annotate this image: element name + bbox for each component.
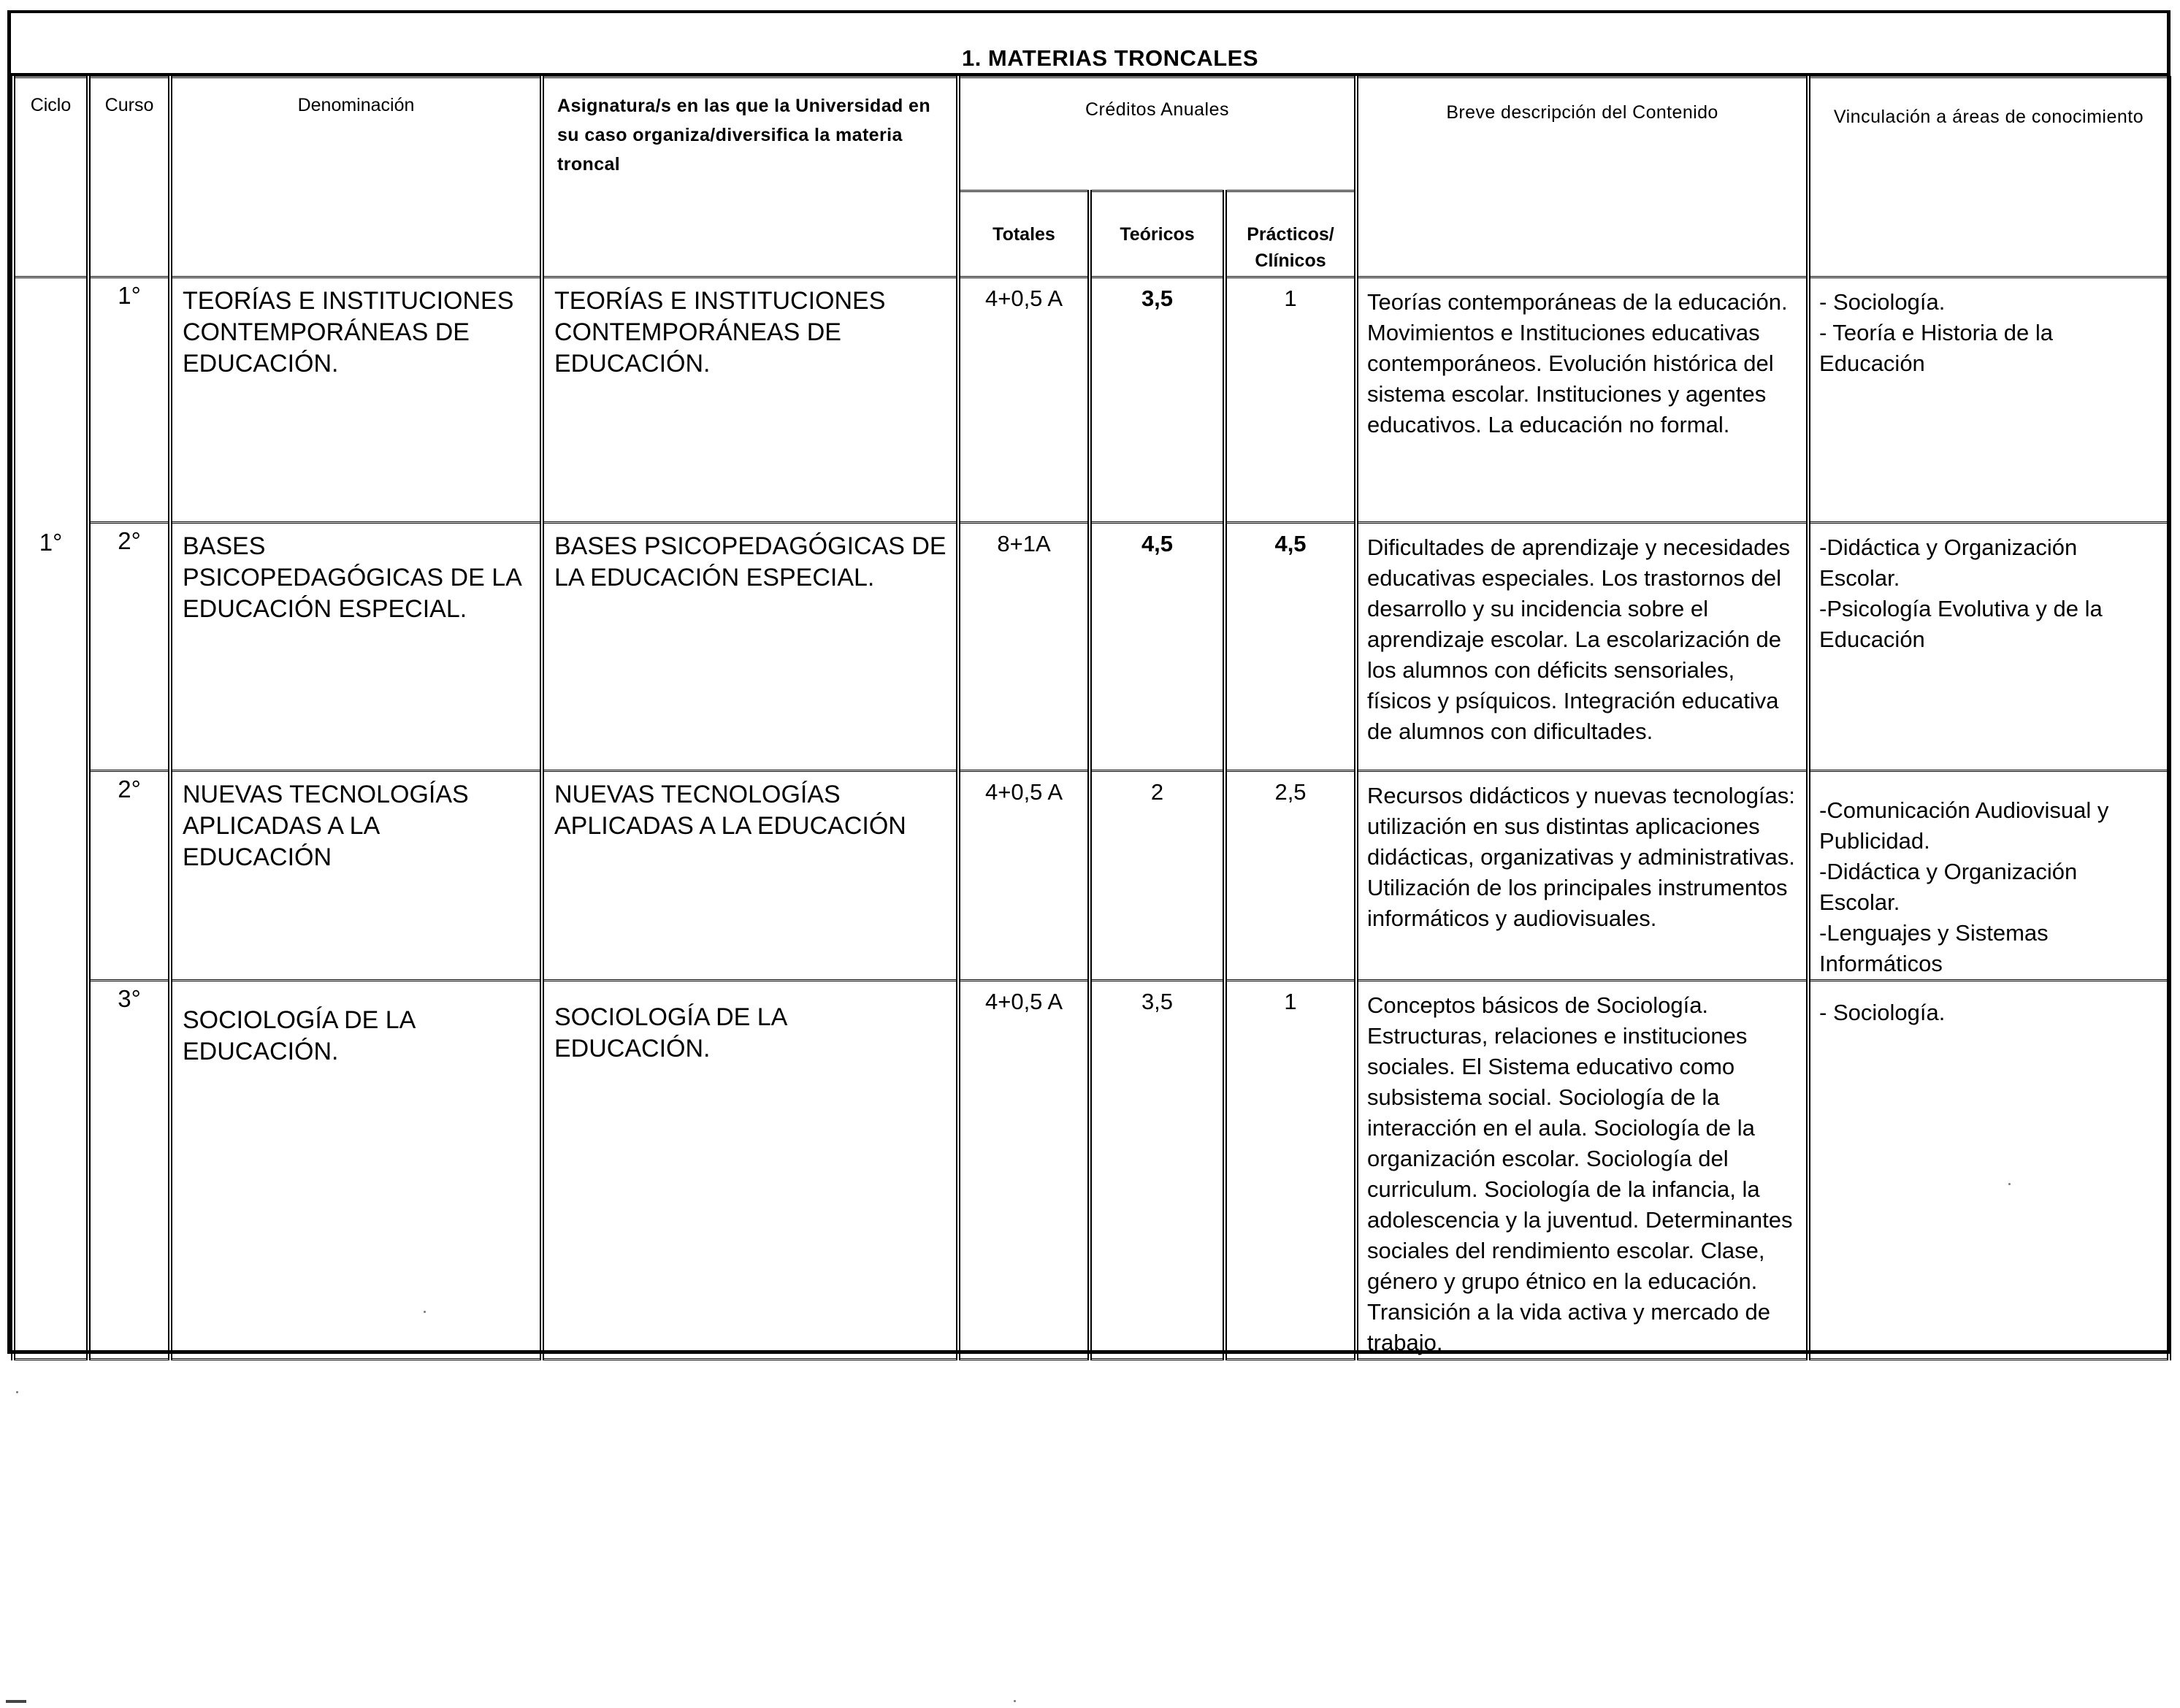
- title-bar: [11, 13, 2167, 76]
- cell-practicos: 1: [1225, 277, 1356, 523]
- cell-curso: 1°: [88, 277, 170, 523]
- cell-areas: [1808, 981, 2169, 1360]
- table-row: [13, 981, 2169, 1360]
- header-vinculacion: Vinculación a áreas de conocimiento: [1808, 77, 2169, 277]
- area-item: - Sociología.: [1819, 1000, 1946, 1025]
- cell-denominacion: TEORÍAS E INSTITUCIONES CONTEMPORÁNEAS DE EDUCACIÓN.: [170, 277, 542, 523]
- cell-descripcion: Recursos didácticos y nuevas tecnologías: utilización en sus distintas aplicaciones didácticas, organizativas y administrativas. Utilización de los principales instrumentos informáticos y audiovisuales.: [1356, 771, 1808, 981]
- cell-practicos: 2,5: [1225, 771, 1356, 981]
- cell-teoricos: 2: [1090, 771, 1225, 981]
- scan-speck: [16, 1391, 18, 1393]
- header-ciclo: Ciclo: [13, 77, 88, 277]
- table-row: [13, 771, 2169, 981]
- header-denominacion: Denominación: [170, 77, 542, 277]
- cell-ciclo: 1°: [13, 277, 88, 1360]
- cell-teoricos: 3,5: [1090, 277, 1225, 523]
- header-teoricos: Teóricos: [1090, 191, 1225, 277]
- cell-denominacion: BASES PSICOPEDAGÓGICAS DE LA EDUCACIÓN ESPECIAL.: [170, 523, 542, 771]
- table-title: 1. MATERIAS TRONCALES: [961, 45, 1259, 71]
- header-breve-descripcion: Breve descripción del Contenido: [1356, 77, 1808, 277]
- area-item: -Psicología Evolutiva y de la Educación: [1819, 596, 2103, 652]
- cell-practicos: 1: [1225, 981, 1356, 1360]
- cell-areas: [1808, 277, 2169, 523]
- area-item: - Sociología.: [1819, 289, 1946, 315]
- cell-descripcion: Dificultades de aprendizaje y necesidades educativas especiales. Los trastornos del desarrollo y su incidencia sobre el aprendizaje escolar. La escolarización de los alumnos con déficits sensoriales, físicos y psíquicos. Integración educativa de alumnos con dificultades.: [1356, 523, 1808, 771]
- cell-descripcion: Conceptos básicos de Sociología. Estructuras, relaciones e instituciones sociales. El Sistema educativo como subsistema social. Sociología de la interacción en el aula. Sociología de la organización escolar. Sociología del curriculum. Sociología de la infancia, la adolescencia y la juventud. Determinantes sociales del rendimiento escolar. Clase, género y grupo étnico en la educación. Transición a la vida activa y mercado de trabajo.: [1356, 981, 1808, 1360]
- header-asignatura: Asignatura/s en las que la Universidad en su caso organiza/diversifica la materia troncal: [542, 77, 958, 277]
- cell-denominacion: NUEVAS TECNOLOGÍAS APLICADAS A LA EDUCACIÓN: [170, 771, 542, 981]
- area-item: -Didáctica y Organización Escolar.: [1819, 859, 2078, 915]
- cell-asignatura: NUEVAS TECNOLOGÍAS APLICADAS A LA EDUCACIÓN: [542, 771, 958, 981]
- cell-totales: 4+0,5 A: [958, 981, 1090, 1360]
- scan-speck: [1014, 1700, 1016, 1702]
- table-row: [13, 523, 2169, 771]
- cell-asignatura: TEORÍAS E INSTITUCIONES CONTEMPORÁNEAS DE EDUCACIÓN.: [542, 277, 958, 523]
- area-item: -Lenguajes y Sistemas Informáticos: [1819, 920, 2049, 976]
- cell-areas: [1808, 771, 2169, 981]
- cell-areas: [1808, 523, 2169, 771]
- table-body: [13, 277, 2169, 1360]
- header-creditos-anuales: Créditos Anuales: [958, 77, 1356, 191]
- area-item: -Didáctica y Organización Escolar.: [1819, 535, 2078, 591]
- header-totales: Totales: [958, 191, 1090, 277]
- table-header: [13, 77, 2169, 277]
- scan-speck: [424, 1311, 426, 1313]
- cell-totales: 4+0,5 A: [958, 771, 1090, 981]
- table-frame: [7, 10, 2171, 1354]
- table-row: [13, 277, 2169, 523]
- cell-totales: 4+0,5 A: [958, 277, 1090, 523]
- cell-teoricos: 3,5: [1090, 981, 1225, 1360]
- area-item: - Teoría e Historia de la Educación: [1819, 320, 2053, 376]
- cell-curso: 2°: [88, 771, 170, 981]
- area-item: -Comunicación Audiovisual y Publicidad.: [1819, 797, 2109, 854]
- scan-mark: [6, 1700, 26, 1703]
- header-practicos: Prácticos/ Clínicos: [1225, 191, 1356, 277]
- cell-practicos: 4,5: [1225, 523, 1356, 771]
- cell-curso: 3°: [88, 981, 170, 1360]
- cell-denominacion: SOCIOLOGÍA DE LA EDUCACIÓN.: [170, 981, 542, 1360]
- cell-curso: 2°: [88, 523, 170, 771]
- header-curso: Curso: [88, 77, 170, 277]
- cell-asignatura: BASES PSICOPEDAGÓGICAS DE LA EDUCACIÓN ESPECIAL.: [542, 523, 958, 771]
- cell-totales: 8+1A: [958, 523, 1090, 771]
- cell-descripcion: Teorías contemporáneas de la educación. Movimientos e Instituciones educativas contemporáneos. Evolución histórica del sistema escolar. Instituciones y agentes educativos. La educación no formal.: [1356, 277, 1808, 523]
- materias-table: [11, 76, 2171, 1360]
- cell-teoricos: 4,5: [1090, 523, 1225, 771]
- scan-speck: [2008, 1183, 2011, 1185]
- cell-asignatura: SOCIOLOGÍA DE LA EDUCACIÓN.: [542, 981, 958, 1360]
